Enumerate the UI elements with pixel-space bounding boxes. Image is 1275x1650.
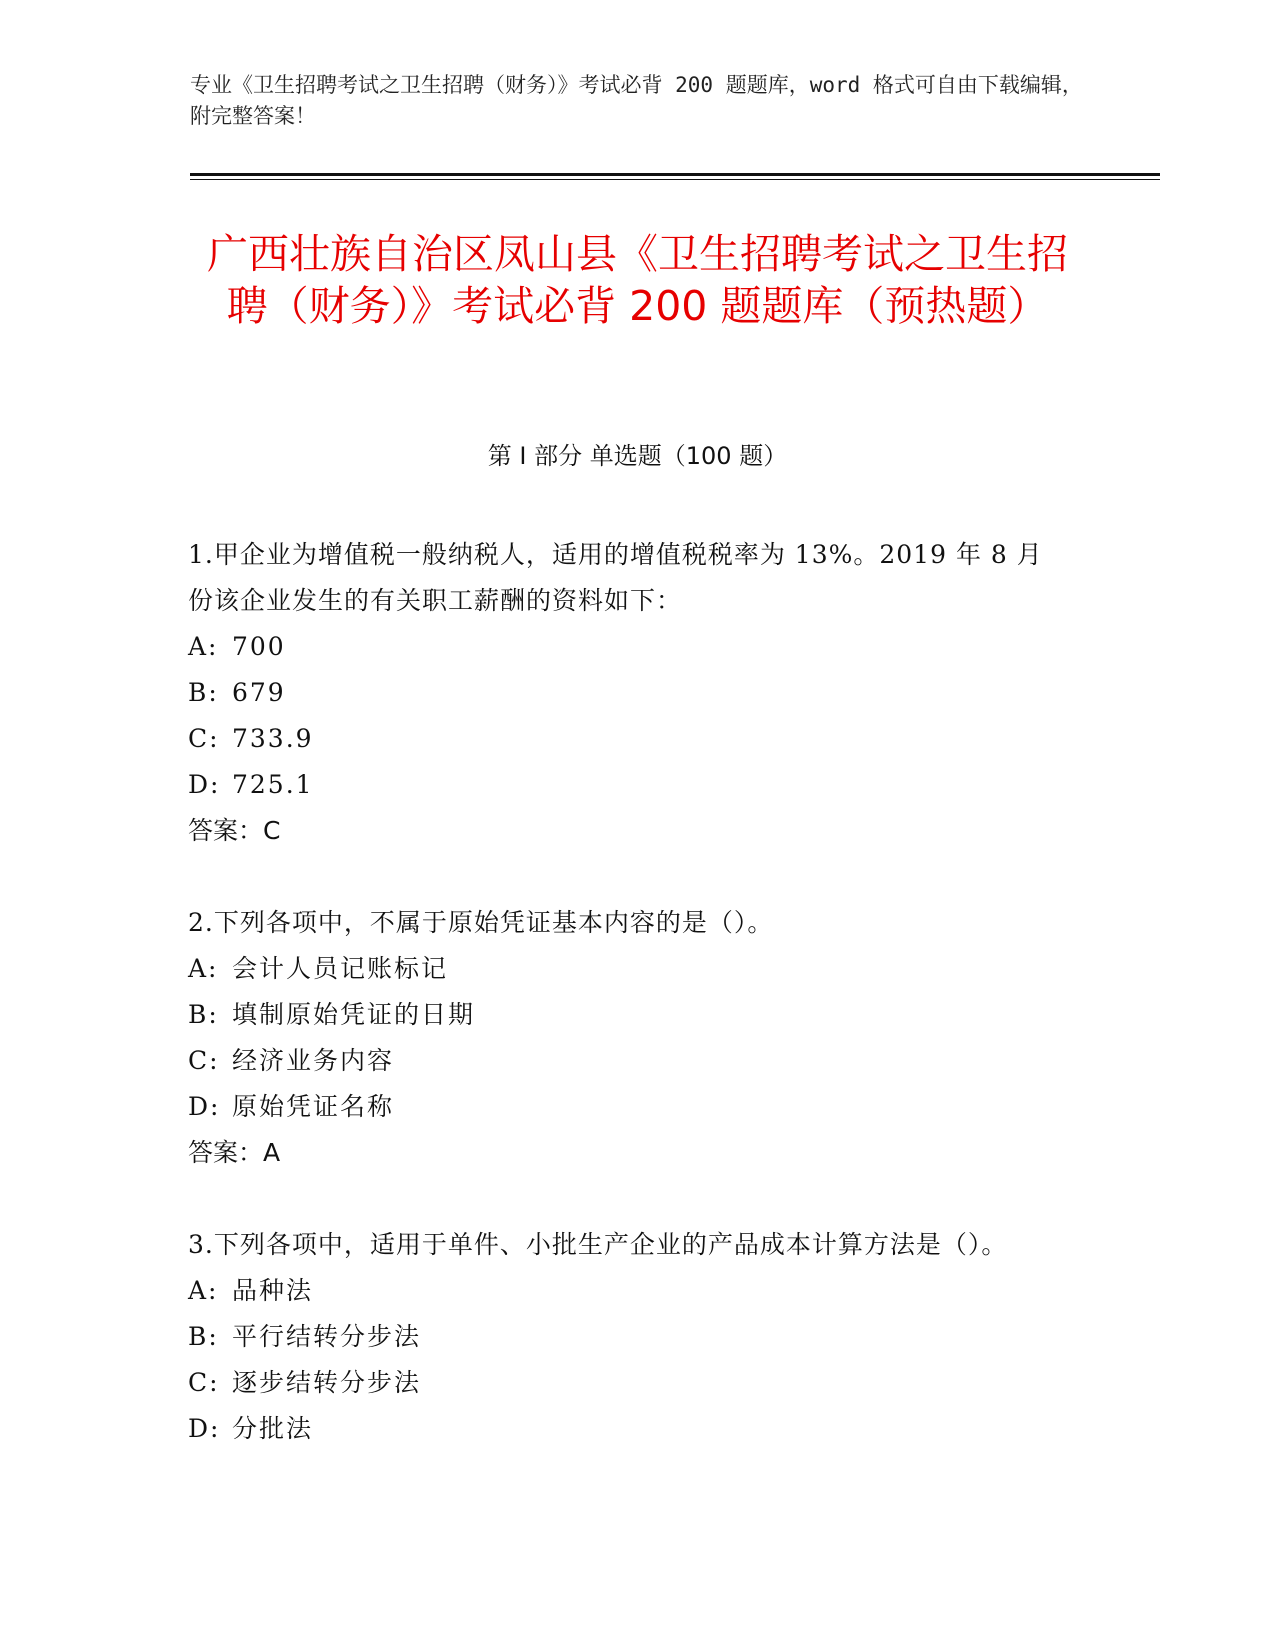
option-letter: B: [188, 678, 219, 707]
option-text: 原始凭证名称 [232, 1092, 395, 1121]
option-letter: C: [188, 1368, 220, 1397]
option-letter: D: [188, 770, 221, 799]
option-c [188, 716, 1068, 762]
option-a [188, 946, 1068, 992]
section-heading: 第 I 部分 单选题（100 题） [487, 442, 788, 470]
option-text: 品种法 [232, 1276, 314, 1305]
option-text: 分批法 [232, 1414, 314, 1443]
option-text: 733.9 [232, 724, 314, 753]
header-rule-thick [190, 173, 1160, 176]
option-a [188, 624, 1068, 670]
question-3 [188, 1222, 1068, 1452]
question-text: 3.下列各项中，适用于单件、小批生产企业的产品成本计算方法是（）。 [188, 1230, 1008, 1259]
option-letter: D: [188, 1092, 221, 1121]
option-d [188, 1084, 1068, 1130]
option-a [188, 1268, 1068, 1314]
option-letter: D: [188, 1414, 221, 1443]
option-letter: A: [188, 954, 219, 983]
question-text: 2.下列各项中，不属于原始凭证基本内容的是（）。 [188, 908, 774, 937]
option-text: 725.1 [232, 770, 314, 799]
option-letter: A: [188, 1276, 219, 1305]
option-text: 679 [232, 678, 286, 707]
option-d [188, 1406, 1068, 1452]
option-letter: B: [188, 1000, 219, 1029]
option-text: 700 [232, 632, 286, 661]
question-list [188, 532, 1068, 1498]
answer-line: 答案：C [188, 816, 281, 845]
option-b [188, 1314, 1068, 1360]
option-letter: C: [188, 1046, 220, 1075]
option-c [188, 1360, 1068, 1406]
option-text: 会计人员记账标记 [232, 954, 449, 983]
question-text: 1.甲企业为增值税一般纳税人，适用的增值税税率为 13%。2019 年 8 月份该企业发生的有关职工薪酬的资料如下： [188, 540, 1043, 615]
header-rule-thin [190, 179, 1160, 180]
answer-line: 答案：A [188, 1138, 281, 1167]
option-letter: A: [188, 632, 219, 661]
document-title: 广西壮族自治区凤山县《卫生招聘考试之卫生招聘（财务）》考试必背 200 题题库（预热题） [207, 230, 1068, 330]
option-text: 平行结转分步法 [232, 1322, 422, 1351]
option-d [188, 762, 1068, 808]
option-b [188, 670, 1068, 716]
question-2 [188, 900, 1068, 1176]
option-text: 经济业务内容 [232, 1046, 395, 1075]
header-note: 专业《卫生招聘考试之卫生招聘（财务）》考试必背 200 题题库，word 格式可自由下载编辑，附完整答案！ [190, 73, 1083, 128]
option-letter: B: [188, 1322, 219, 1351]
option-c [188, 1038, 1068, 1084]
option-letter: C: [188, 724, 220, 753]
option-b [188, 992, 1068, 1038]
question-1 [188, 532, 1068, 854]
option-text: 逐步结转分步法 [232, 1368, 422, 1397]
option-text: 填制原始凭证的日期 [232, 1000, 476, 1029]
